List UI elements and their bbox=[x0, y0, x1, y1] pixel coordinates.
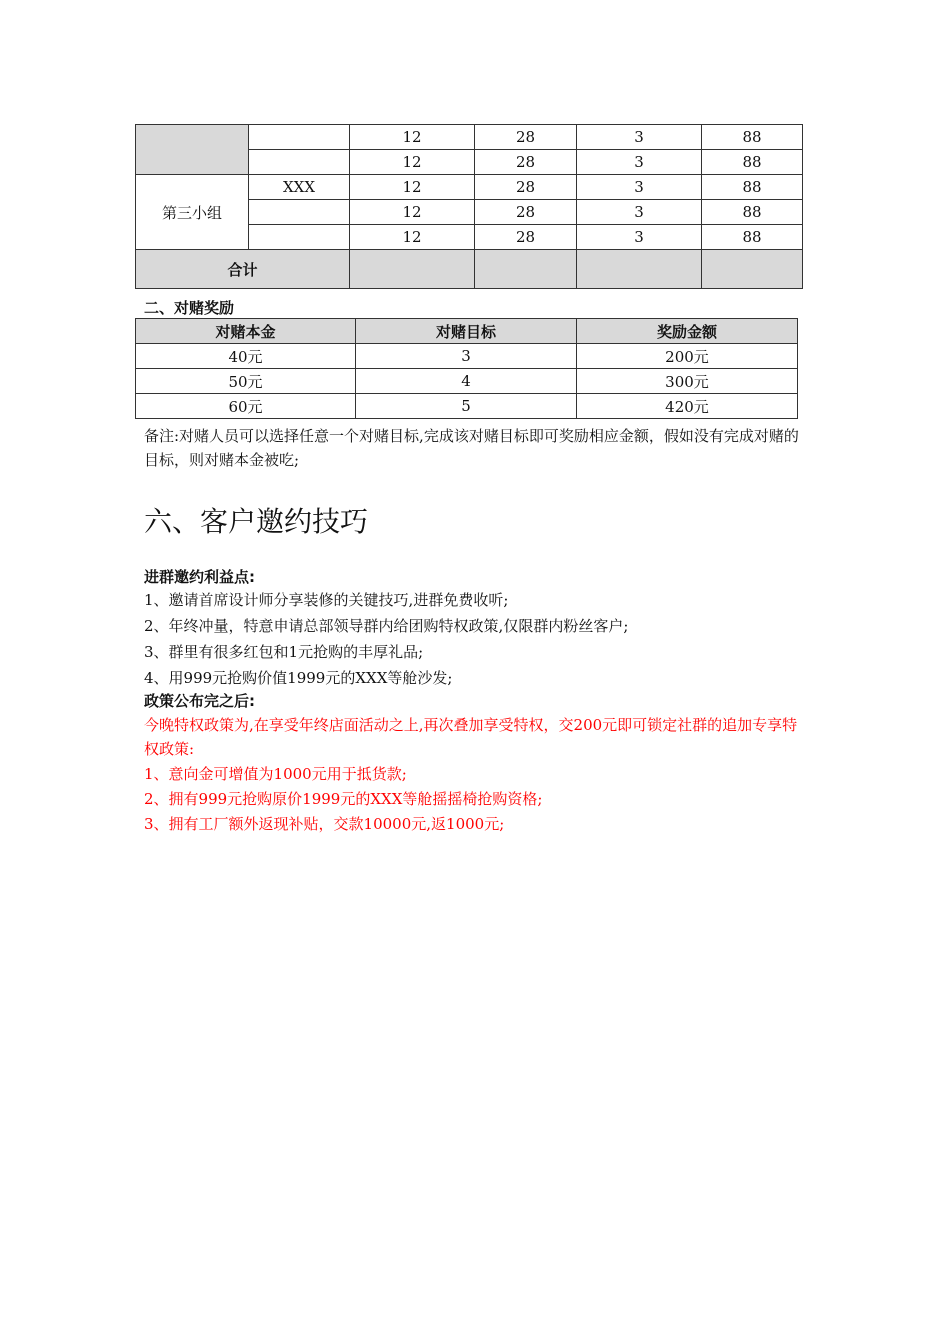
group3-name: 第三小组 bbox=[136, 175, 249, 250]
bet-heading: 二、对赌奖励 bbox=[144, 299, 235, 317]
table-cell: 3 bbox=[577, 200, 702, 225]
total-cell bbox=[350, 250, 475, 289]
table-cell: 420元 bbox=[577, 394, 798, 419]
table-cell: 12 bbox=[350, 175, 475, 200]
total-cell bbox=[702, 250, 803, 289]
policy-list bbox=[144, 762, 542, 837]
table-cell: 5 bbox=[356, 394, 577, 419]
table-cell bbox=[249, 200, 350, 225]
table-cell: 60元 bbox=[136, 394, 356, 419]
table-cell: 40元 bbox=[136, 344, 356, 369]
list-item: 1、邀请首席设计师分享装修的关键技巧,进群免费收听; bbox=[144, 591, 509, 609]
table-cell: 50元 bbox=[136, 369, 356, 394]
table-row bbox=[136, 344, 798, 369]
table-cell: 3 bbox=[356, 344, 577, 369]
table-cell: 28 bbox=[475, 125, 577, 150]
score-table bbox=[135, 124, 803, 289]
bet-table bbox=[135, 318, 798, 419]
table-cell: 28 bbox=[475, 175, 577, 200]
column-header: 对赌目标 bbox=[356, 319, 577, 344]
table-cell: 12 bbox=[350, 125, 475, 150]
list-item: 2、年终冲量，特意申请总部领导群内给团购特权政策,仅限群内粉丝客户; bbox=[144, 617, 629, 635]
table-cell: 3 bbox=[577, 125, 702, 150]
table-cell: 88 bbox=[702, 225, 803, 250]
benefit-title: 进群邀约利益点: bbox=[144, 568, 255, 586]
table-row bbox=[136, 369, 798, 394]
total-cell bbox=[475, 250, 577, 289]
table-cell: 88 bbox=[702, 200, 803, 225]
table-row bbox=[136, 175, 803, 200]
table-cell: 28 bbox=[475, 150, 577, 175]
column-header: 奖励金额 bbox=[577, 319, 798, 344]
column-header: 对赌本金 bbox=[136, 319, 356, 344]
table-row bbox=[136, 394, 798, 419]
list-item: 4、用999元抢购价值1999元的XXX等舱沙发; bbox=[144, 669, 453, 687]
policy-intro: 今晚特权政策为,在享受年终店面活动之上,再次叠加享受特权，交200元即可锁定社群的追加专享特权政策: bbox=[144, 716, 798, 758]
section-title: 六、客户邀约技巧 bbox=[144, 505, 369, 538]
table-cell: 3 bbox=[577, 150, 702, 175]
table-cell bbox=[249, 225, 350, 250]
table-cell: 300元 bbox=[577, 369, 798, 394]
total-cell bbox=[577, 250, 702, 289]
group-cell bbox=[136, 125, 249, 175]
total-label: 合计 bbox=[136, 250, 350, 289]
table-cell: 3 bbox=[577, 225, 702, 250]
list-item: 1、意向金可增值为1000元用于抵货款; bbox=[144, 765, 407, 783]
table-cell: 4 bbox=[356, 369, 577, 394]
table-cell: 28 bbox=[475, 225, 577, 250]
table-row bbox=[136, 125, 803, 150]
table-cell: 12 bbox=[350, 200, 475, 225]
table-cell bbox=[249, 125, 350, 150]
list-item: 3、群里有很多红包和1元抢购的丰厚礼品; bbox=[144, 643, 424, 661]
table-cell: 200元 bbox=[577, 344, 798, 369]
total-row bbox=[136, 250, 803, 289]
table-cell: 12 bbox=[350, 225, 475, 250]
table-cell: 12 bbox=[350, 150, 475, 175]
table-cell: 3 bbox=[577, 175, 702, 200]
policy-title: 政策公布完之后: bbox=[144, 692, 255, 710]
table-header-row bbox=[136, 319, 798, 344]
bet-note: 备注:对赌人员可以选择任意一个对赌目标,完成该对赌目标即可奖励相应金额，假如没有完成对赌的目标，则对赌本金被吃; bbox=[144, 427, 799, 469]
table-cell: 28 bbox=[475, 200, 577, 225]
list-item: 2、拥有999元抢购原价1999元的XXX等舱摇摇椅抢购资格; bbox=[144, 790, 543, 808]
benefit-list bbox=[144, 588, 628, 692]
table-cell bbox=[249, 150, 350, 175]
table-cell: XXX bbox=[249, 175, 350, 200]
table-cell: 88 bbox=[702, 175, 803, 200]
list-item: 3、拥有工厂额外返现补贴，交款10000元,返1000元; bbox=[144, 815, 505, 833]
table-cell: 88 bbox=[702, 125, 803, 150]
table-cell: 88 bbox=[702, 150, 803, 175]
